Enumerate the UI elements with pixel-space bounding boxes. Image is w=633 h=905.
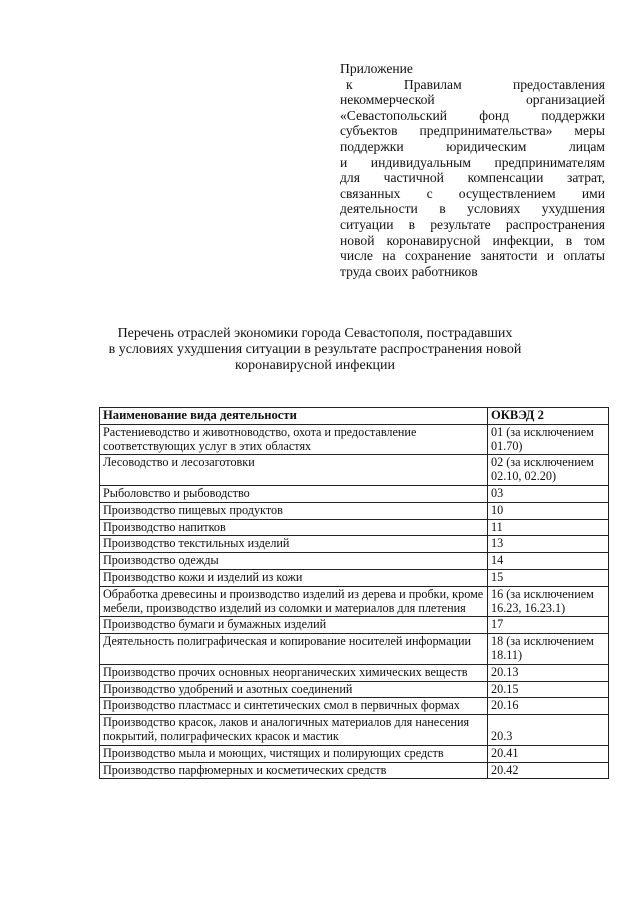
activity-name-cell: Производство кожи и изделий из кожи [100,569,488,586]
okved-code-cell: 20.15 [488,681,609,698]
appendix-line: «Севастопольский фонд поддержки [340,107,605,123]
activity-name-cell: Производство удобрений и азотных соединений [100,681,488,698]
column-header-okved: ОКВЭД 2 [488,408,609,425]
activity-name-cell: Производство парфюмерных и косметических средств [100,762,488,779]
table-row [100,762,609,779]
okved-code-cell: 01 (за исключением 01.70) [488,424,609,455]
activity-name-cell: Производство текстильных изделий [100,536,488,553]
activity-name-cell: Производство одежды [100,553,488,570]
column-header-activity: Наименование вида деятельности [100,408,488,425]
table-row [100,502,609,519]
appendix-line: связанных с осуществлением ими [340,185,605,201]
table-row [100,745,609,762]
document-title [90,326,540,374]
okved-code-cell: 20.42 [488,762,609,779]
table-row [100,536,609,553]
title-line: коронавирусной инфекции [235,358,395,373]
activity-name-cell: Обработка древесины и производство изделий из дерева и пробки, кроме мебели, производство изделий из соломки и материалов для плетения [100,586,488,617]
activity-name-cell: Деятельность полиграфическая и копирование носителей информации [100,634,488,665]
activity-name-cell: Производство красок, лаков и аналогичных материалов для нанесения покрытий, полиграфических красок и мастик [100,715,488,746]
okved-code-cell: 13 [488,536,609,553]
okved-code-cell: 17 [488,617,609,634]
appendix-line: новой коронавирусной инфекции, в том [340,232,605,248]
appendix-text [340,77,605,280]
industries-table [99,407,609,779]
activity-name-cell: Производство прочих основных неорганических химических веществ [100,664,488,681]
table-row [100,569,609,586]
appendix-line: к Правилам предоставления [346,76,605,92]
appendix-line: числе на сохранение занятости и оплаты [340,248,605,264]
activity-name-cell: Производство мыла и моющих, чистящих и полирующих средств [100,745,488,762]
okved-code-cell: 11 [488,519,609,536]
table-row [100,586,609,617]
activity-name-cell: Рыболовство и рыбоводство [100,485,488,502]
okved-code-cell: 15 [488,569,609,586]
activity-name-cell: Производство пластмасс и синтетических смол в первичных формах [100,698,488,715]
table-row [100,485,609,502]
okved-code-cell: 18 (за исключением 18.11) [488,634,609,665]
table-row [100,519,609,536]
appendix-line: некоммерческой организацией [340,92,605,108]
activity-name-cell: Растениеводство и животноводство, охота и предоставление соответствующих услуг в этих областях [100,424,488,455]
okved-code-cell: 16 (за исключением 16.23, 16.23.1) [488,586,609,617]
title-line: Перечень отраслей экономики города Севастополя, пострадавших [117,326,513,341]
okved-code-cell: 20.41 [488,745,609,762]
table-row [100,553,609,570]
okved-code-cell: 02 (за исключением 02.10, 02.20) [488,455,609,486]
activity-name-cell: Лесоводство и лесозаготовки [100,455,488,486]
table-row [100,634,609,665]
appendix-line: субъектов предпринимательства» меры [340,123,605,139]
table-row [100,424,609,455]
activity-name-cell: Производство бумаги и бумажных изделий [100,617,488,634]
appendix-heading: Приложение [340,61,413,76]
table-row [100,617,609,634]
table-row [100,715,609,746]
appendix-line: ситуации в результате распространения [340,216,605,232]
table-row [100,681,609,698]
appendix-header [340,61,605,279]
activity-name-cell: Производство пищевых продуктов [100,502,488,519]
appendix-line: для частичной компенсации затрат, [340,170,605,186]
activity-name-cell: Производство напитков [100,519,488,536]
okved-code-cell: 14 [488,553,609,570]
okved-code-cell: 20.16 [488,698,609,715]
table-row [100,664,609,681]
okved-code-cell: 20.3 [488,715,609,746]
appendix-line: поддержки юридическим лицам [340,138,605,154]
okved-code-cell: 10 [488,502,609,519]
okved-code-cell: 20.13 [488,664,609,681]
title-line: в условиях ухудшения ситуации в результате распространения новой [108,342,522,357]
table-row [100,455,609,486]
table-header-row [100,408,609,425]
table-body [100,424,609,779]
table-row [100,698,609,715]
appendix-line: труда своих работников [340,263,478,279]
okved-code-cell: 03 [488,485,609,502]
appendix-line: и индивидуальным предпринимателям [340,154,605,170]
appendix-line: деятельности в условиях ухудшения [340,201,605,217]
